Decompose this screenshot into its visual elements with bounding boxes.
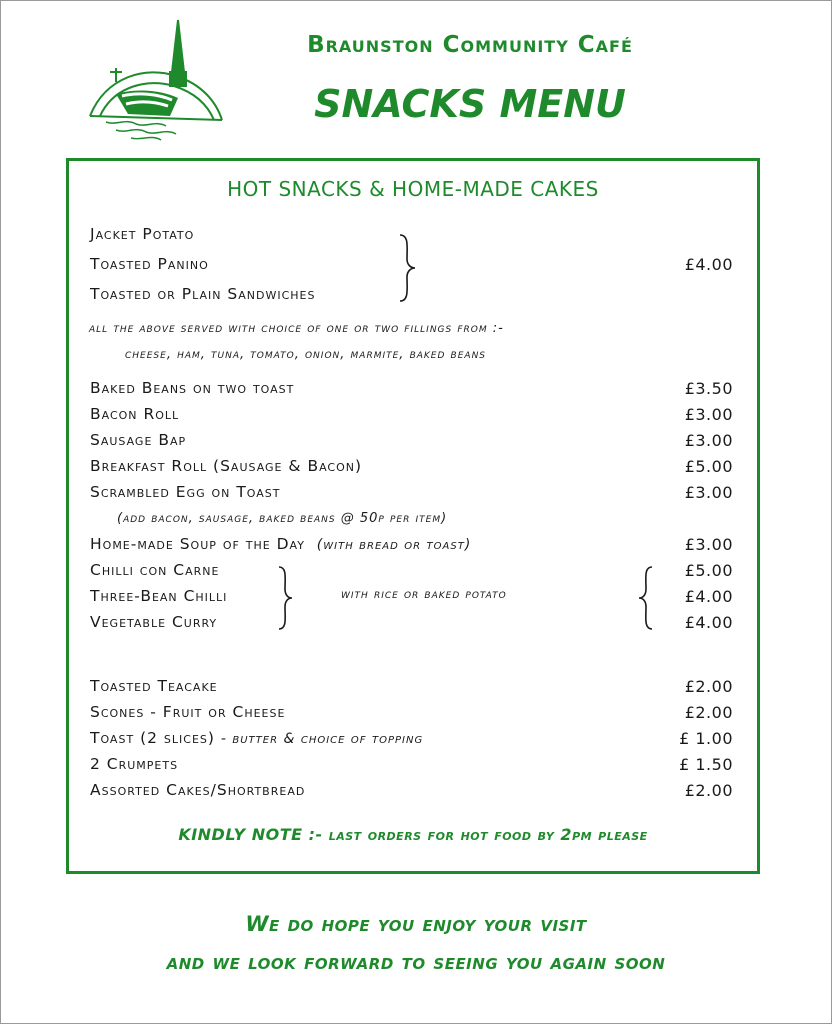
toast-name: Toast (2 slices) [90, 729, 215, 747]
fillings-note: all the above served with choice of one or two fillings from :- [89, 321, 504, 336]
fillings-list: cheese, ham, tuna, tomato, onion, marmite, baked beans [125, 347, 487, 362]
menu-item [90, 457, 733, 479]
item-name: Three-Bean Chilli [90, 587, 228, 605]
item-name: Toasted or Plain Sandwiches [90, 285, 316, 303]
toast-note: - butter & choice of topping [220, 731, 424, 747]
item-price: £5.00 [684, 561, 733, 580]
item-price: £2.00 [684, 677, 733, 696]
menu-item [90, 755, 733, 777]
item-price: £2.00 [684, 781, 733, 800]
item-name: Bacon Roll [90, 405, 180, 423]
item-price: £4.00 [684, 255, 733, 274]
menu-item [90, 431, 733, 453]
item-name: Jacket Potato [90, 225, 195, 243]
item-price: £5.00 [684, 457, 733, 476]
menu-item [90, 483, 733, 505]
menu-item [90, 379, 733, 401]
item-price: £3.00 [684, 431, 733, 450]
cafe-logo-icon [86, 16, 226, 146]
menu-item [90, 781, 733, 803]
section-heading: HOT SNACKS & HOME-MADE CAKES [227, 177, 599, 201]
cafe-name: Braunston Community Café [307, 32, 633, 58]
item-price: £4.00 [684, 587, 733, 606]
menu-title: SNACKS MENU [314, 82, 626, 126]
item-name [90, 535, 471, 553]
footer-line-2: and we look forward to seeing you again soon [166, 950, 666, 974]
left-brace-icon [637, 565, 655, 631]
menu-item [90, 703, 733, 725]
item-name: Chilli con Carne [90, 561, 220, 579]
item-name: Sausage Bap [90, 431, 187, 449]
item-price: £ 1.50 [679, 755, 733, 774]
item-name: Breakfast Roll (Sausage & Bacon) [90, 457, 363, 475]
curry-note: with rice or baked potato [341, 587, 507, 602]
menu-item [90, 677, 733, 699]
item-name: Scrambled Egg on Toast [90, 483, 281, 501]
item-name: Baked Beans on two toast [90, 379, 295, 397]
item-name [90, 729, 423, 747]
kindly-note: KINDLY NOTE :- last orders for hot food by 2pm please [178, 825, 648, 844]
menu-item [90, 405, 733, 427]
item-price: £3.00 [684, 535, 733, 554]
right-brace-icon [276, 565, 294, 631]
item-price: £3.50 [684, 379, 733, 398]
menu-item-soup [90, 535, 733, 557]
right-brace-icon [397, 233, 417, 303]
item-price: £3.00 [684, 483, 733, 502]
menu-item [90, 729, 733, 751]
menu-box [66, 158, 760, 874]
item-price: £3.00 [684, 405, 733, 424]
addon-note: (add bacon, sausage, baked beans @ 50p per item) [117, 511, 448, 526]
soup-name: Home-made Soup of the Day [90, 535, 305, 553]
item-price: £ 1.00 [679, 729, 733, 748]
item-name: 2 Crumpets [90, 755, 179, 773]
item-name: Assorted Cakes/Shortbread [90, 781, 306, 799]
item-name: Toasted Teacake [90, 677, 218, 695]
item-name: Toasted Panino [90, 255, 209, 273]
item-price: £2.00 [684, 703, 733, 722]
item-name: Vegetable Curry [90, 613, 218, 631]
soup-note: (with bread or toast) [316, 537, 472, 553]
item-name: Scones - Fruit or Cheese [90, 703, 286, 721]
item-price: £4.00 [684, 613, 733, 632]
footer-line-1: We do hope you enjoy your visit [245, 912, 587, 936]
